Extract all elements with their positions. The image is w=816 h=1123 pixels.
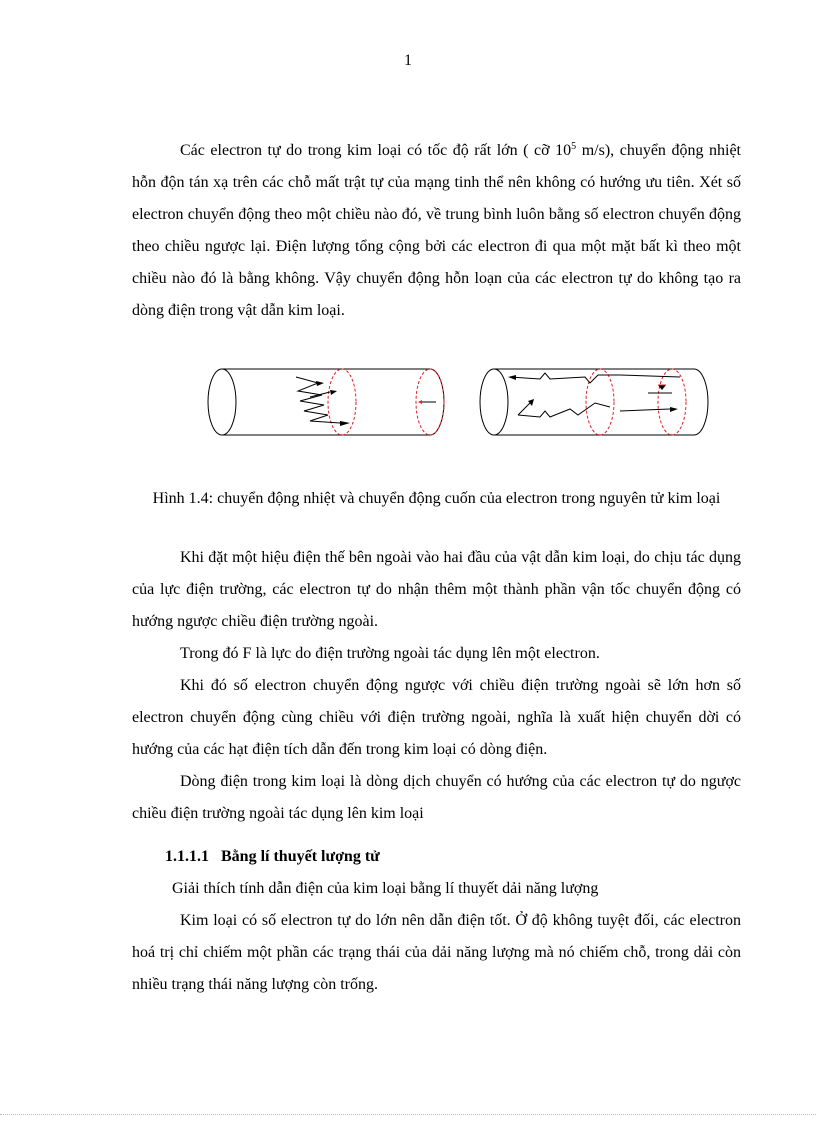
section-subtitle: Giải thích tính dẫn điện của kim loại bằng lí thuyết dải năng lượng <box>172 880 599 897</box>
page-bottom-border <box>0 1114 816 1115</box>
page-number: 1 <box>404 52 412 69</box>
paragraph-current-definition: Dòng điện trong kim loại là dòng dịch chuyển có hướng của các electron tự do ngược chiều điện trường ngoài tác dụng lên kim loại <box>132 773 741 822</box>
figure-electron-motion <box>200 355 720 455</box>
paragraph-text: Các electron tự do trong kim loại có tốc độ rất lớn ( cỡ 10 <box>180 142 572 159</box>
paragraph-thermal-motion <box>132 135 741 327</box>
section-number: 1.1.1.1 <box>165 848 209 865</box>
paragraph-force-definition: Trong đó F là lực do điện trường ngoài tác dụng lên một electron. <box>180 645 600 662</box>
exponent: 5 <box>571 141 577 152</box>
paragraph-text: m/s), chuyển động nhiệt hỗn độn tán xạ trên các chỗ mất trật tự của mạng tinh thể nên không có hướng ưu tiên. Xét số electron chuyển động theo một chiều nào đó, về trung bình luôn bằng số electron chuyển động theo chiều ngược lại. Điện lượng tổng cộng bởi các electron đi qua một mặt bất kì theo một chiều nào đó là bằng không. Vậy chuyển động hỗn loạn của các electron tự do không tạo ra dòng điện trong vật dẫn kim loại. <box>132 142 742 319</box>
section-heading <box>165 848 380 866</box>
electron-dot <box>418 400 422 404</box>
cross-section-dashed <box>586 369 614 435</box>
figure-caption: Hình 1.4: chuyển động nhiệt và chuyển động cuốn của electron trong nguyên tử kim loại <box>152 490 721 507</box>
paragraph-band-theory: Kim loại có số electron tự do lớn nên dẫn điện tốt. Ở độ không tuyệt đối, các electron hoá trị chỉ chiếm một phần các trạng thái của dải năng lượng mà nó chiếm chỗ, trong dải còn nhiều trạng thái năng lượng còn trống. <box>132 911 741 993</box>
cross-section-dashed <box>658 369 686 435</box>
left-cylinder <box>208 369 444 435</box>
right-cylinder <box>480 369 708 435</box>
intro-paragraph-block <box>132 135 741 327</box>
drift-path-top <box>510 373 680 383</box>
paragraph-net-current: Khi đó số electron chuyển động ngược với chiều điện trường ngoài sẽ lớn hơn số electron chuyển động cùng chiều với điện trường ngoài, nghĩa là xuất hiện chuyển dời có hướng của các hạt điện tích dẫn đến trong kim loại có dòng điện. <box>132 677 741 758</box>
section-title: Bằng lí thuyết lượng tử <box>221 848 380 865</box>
paragraph-external-field: Khi đặt một hiệu điện thế bên ngoài vào hai đầu của vật dẫn kim loại, do chịu tác dụng của lực điện trường, các electron tự do nhận thêm một thành phần vận tốc chuyển động có hướng ngược chiều điện trường ngoài. <box>132 549 741 630</box>
body-paragraph-block <box>132 542 741 830</box>
section-body-block <box>132 874 741 1001</box>
